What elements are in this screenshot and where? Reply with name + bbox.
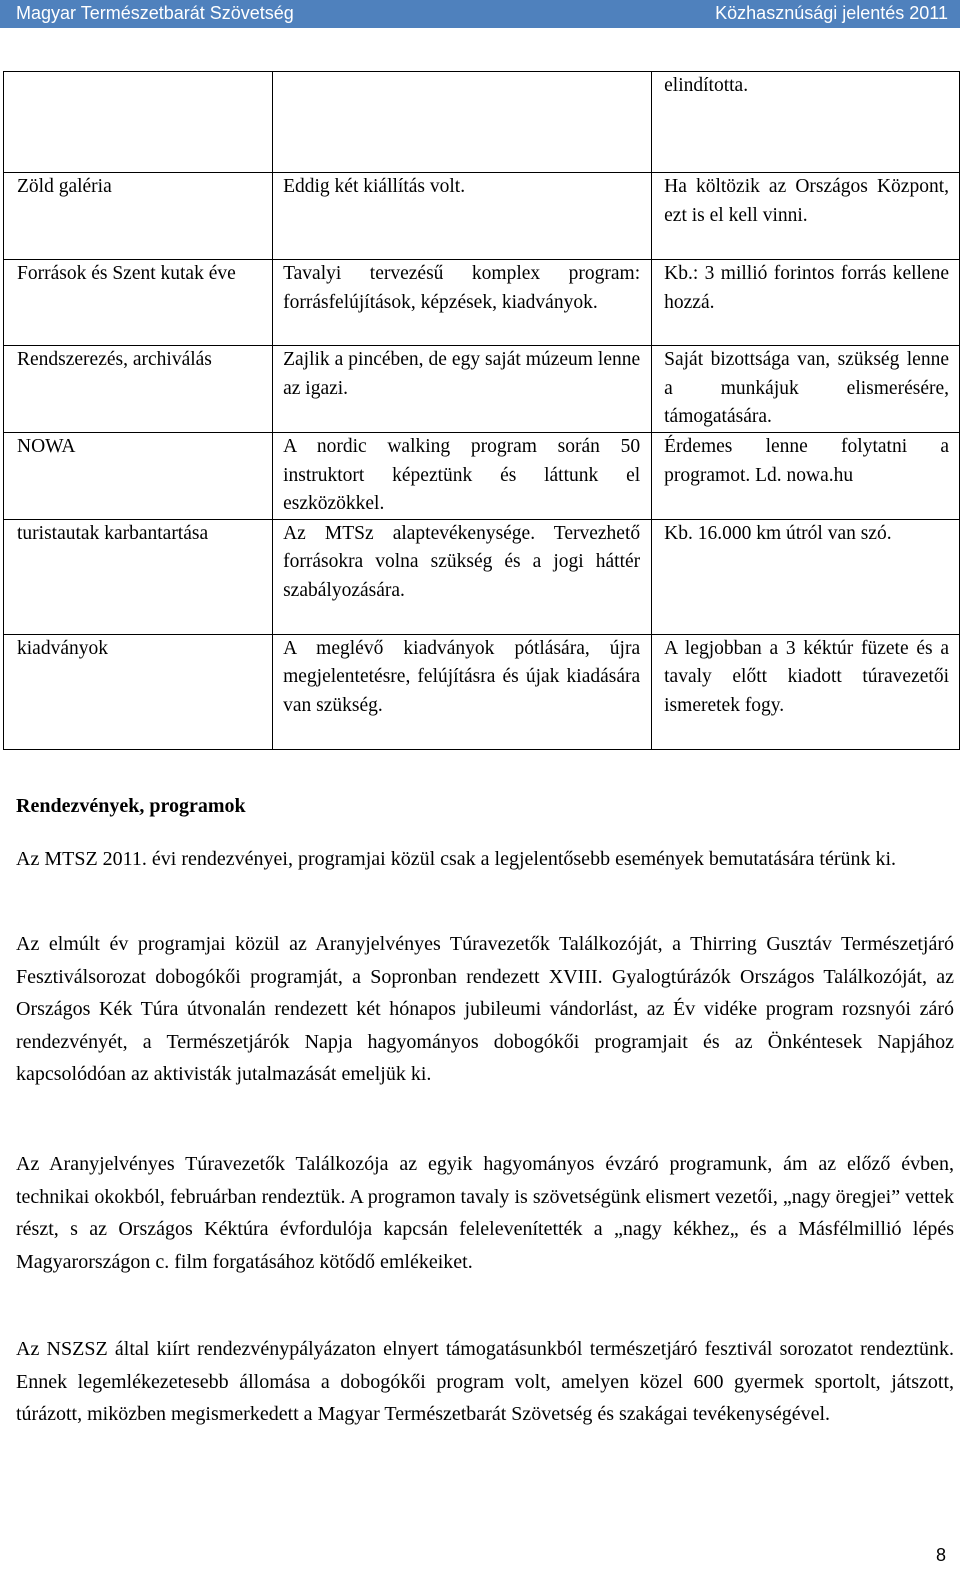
table-row (4, 260, 960, 346)
table-row (4, 519, 960, 634)
header-report-title: Közhasznúsági jelentés 2011 (715, 3, 948, 23)
header-organization: Magyar Természetbarát Szövetség (16, 3, 294, 23)
table-cell: Az MTSz alaptevékenysége. Tervezhető forrásokra volna szükség és a jogi háttér szabályozására. (273, 519, 652, 634)
table-cell: Eddig két kiállítás volt. (273, 173, 652, 260)
paragraph-intro: Az MTSZ 2011. évi rendezvényei, programjai közül csak a legjelentősebb események bemutatására térünk ki. (16, 848, 897, 870)
table-row (4, 72, 960, 173)
table-cell: Ha költözik az Országos Központ, ezt is el kell vinni. (652, 173, 960, 260)
paragraph-gold-badge-meeting: Az Aranyjelvényes Túravezetők Találkozója az egyik hagyományos évzáró programunk, ám az előző évben, technikai okokból, februárban rendeztük. A programon tavaly is szövetségünk elismert vezetői, „nagy öregjei” vettek részt, s az Országos Kéktúra évfordulója kapcsán felelevenítették a „nagy kékhez„ és a Másfélmillió lépés Magyarországon c. film forgatásához kötődő emlékeiket. (16, 1153, 954, 1273)
table-cell: Zajlik a pincében, de egy saját múzeum lenne az igazi. (273, 346, 652, 433)
table-row (4, 173, 960, 260)
table-cell: Források és Szent kutak éve (4, 260, 273, 346)
table-cell: A legjobban a 3 kéktúr füzete és a tavaly előtt kiadott túravezetői ismeretek fogy. (652, 634, 960, 749)
table-cell: NOWA (4, 433, 273, 520)
table-cell: A nordic walking program során 50 instruktort képeztünk és láttunk el eszközökkel. (273, 433, 652, 520)
table-cell: turistautak karbantartása (4, 519, 273, 634)
table-cell: Saját bizottsága van, szükség lenne a munkájuk elismerésére, támogatására. (652, 346, 960, 433)
table-row (4, 346, 960, 433)
table-cell: A meglévő kiadványok pótlására, újra megjelentetésre, felújításra és újak kiadására van szükség. (273, 634, 652, 749)
table-cell: Tavalyi tervezésű komplex program: forrásfelújítások, képzések, kiadványok. (273, 260, 652, 346)
table-cell: Zöld galéria (4, 173, 273, 260)
table-cell: Kb. 16.000 km útról van szó. (652, 519, 960, 634)
section-title: Rendezvények, programok (16, 795, 246, 817)
table-row (4, 433, 960, 520)
paragraph-festival-series: Az NSZSZ által kiírt rendezvénypályázaton elnyert támogatásunkból természetjáró fesztivál sorozatot rendeztünk. Ennek legemlékezetesebb állomása a dobogókői program volt, amelyen közel 600 gyermek sportolt, játszott, túrázott, miközben megismerkedett a Magyar Természetbarát Szövetség és szakágai tevékenységével. (16, 1338, 954, 1426)
table-cell: kiadványok (4, 634, 273, 749)
table-row (4, 634, 960, 749)
table-cell (4, 72, 273, 173)
table-cell: Kb.: 3 millió forintos forrás kellene hozzá. (652, 260, 960, 346)
paragraph-highlights: Az elmúlt év programjai közül az Aranyjelvényes Túravezetők Találkozóját, a Thirring Gusztáv Természetjáró Fesztiválsorozat dobogókői programját, a Sopronban rendezett XVIII. Gyalogtúrázók Országos Találkozóját, az Országos Kék Túra útvonalán rendezett két hónapos jubileumi vándorlást, az Év vidéke program rozsnyói záró rendezvényét, a Természetjárók Napja hagyományos dobogókői programjait és az Önkéntesek Napjához kapcsolódóan az aktivisták jutalmazását emeljük ki. (16, 933, 954, 1086)
table-cell (273, 72, 652, 173)
table-cell: Rendszerezés, archiválás (4, 346, 273, 433)
page-header (0, 0, 960, 28)
page-number: 8 (935, 1545, 946, 1565)
programs-table (3, 71, 960, 750)
table-cell: elindította. (652, 72, 960, 173)
table-cell: Érdemes lenne folytatni a programot. Ld. nowa.hu (652, 433, 960, 520)
